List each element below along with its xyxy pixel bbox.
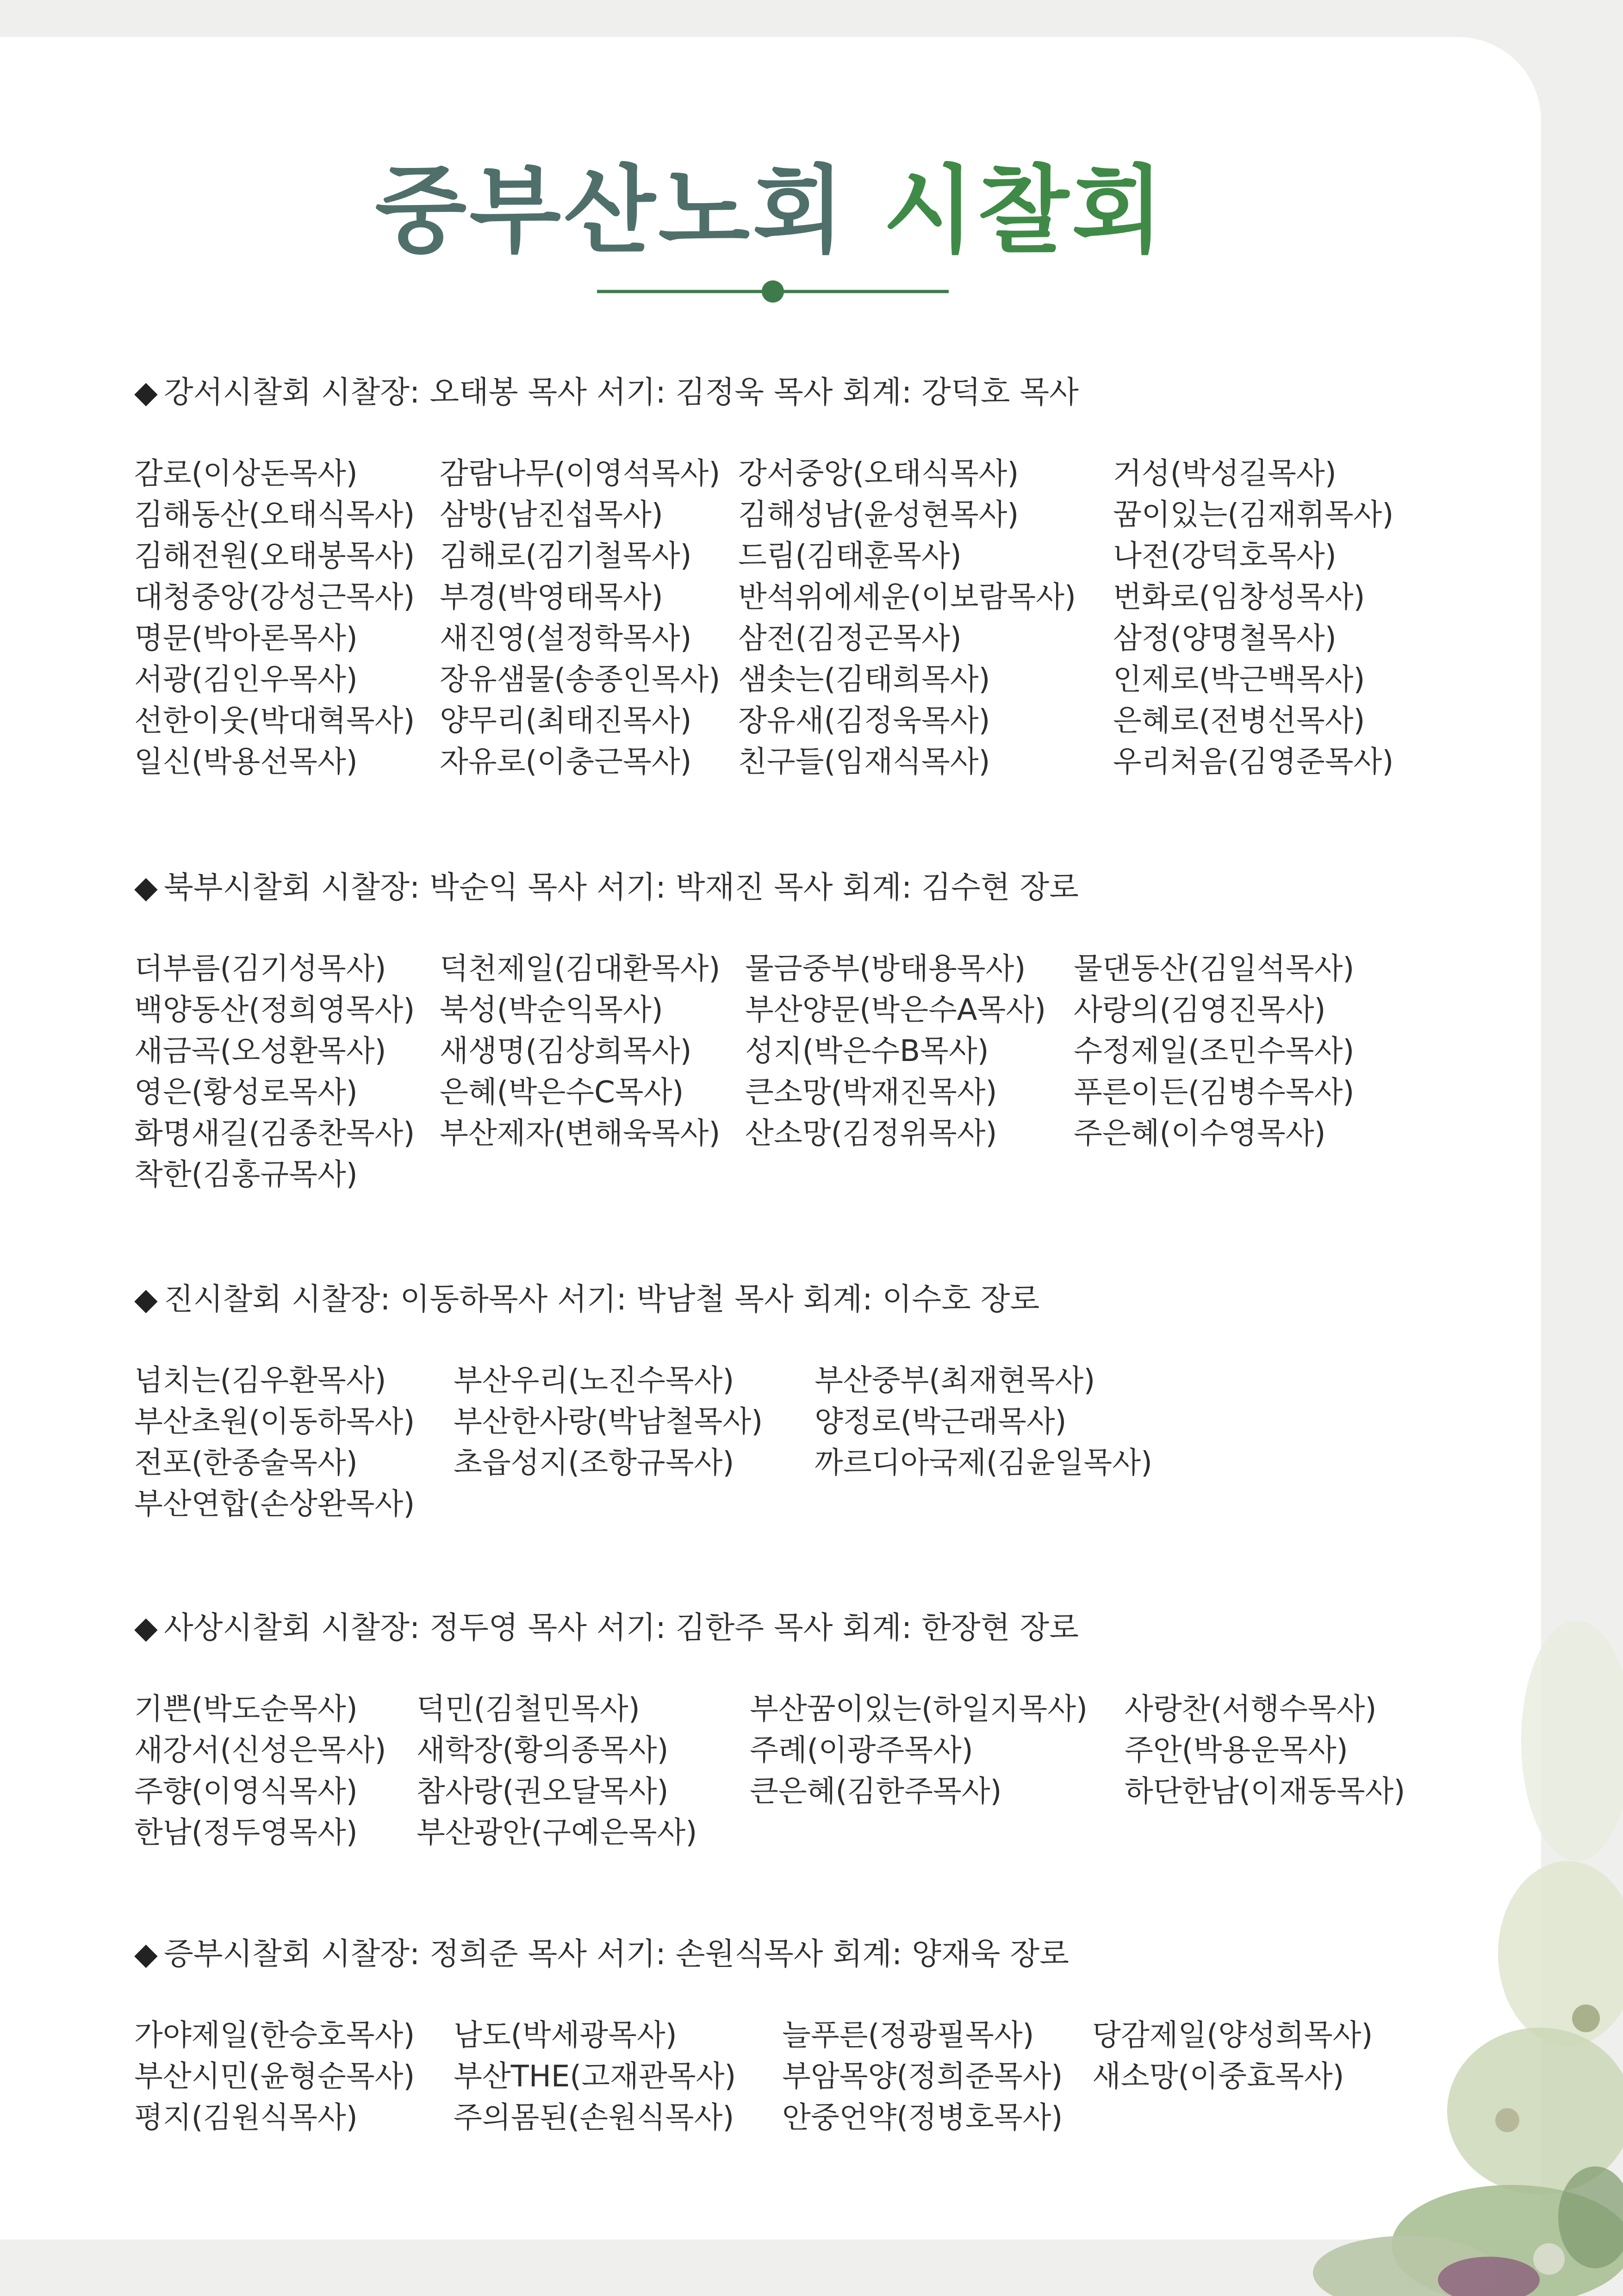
church-entry: 인제로(박근백목사) [1113, 663, 1365, 697]
church-entry: 양정로(박근래목사) [815, 1405, 1067, 1439]
section-heading [134, 370, 1504, 414]
diamond-bullet-icon: ◆ [134, 869, 158, 905]
church-entry: 부경(박영태목사) [440, 580, 663, 614]
church-entry: 자유로(이충근목사) [440, 745, 692, 779]
church-entry: 당감제일(양성희목사) [1092, 2018, 1373, 2053]
church-entry: 물댄동산(김일석목사) [1074, 952, 1355, 986]
church-entry: 삼방(남진섭목사) [440, 498, 663, 532]
church-entry: 덕민(김철민목사) [417, 1692, 640, 1726]
church-entry: 물금중부(방태용목사) [745, 952, 1026, 986]
diamond-bullet-icon: ◆ [134, 374, 158, 410]
church-entry: 부산양문(박은수A목사) [745, 993, 1046, 1027]
church-entry: 주은혜(이수영목사) [1074, 1117, 1326, 1151]
church-entry: 거성(박성길목사) [1113, 457, 1337, 491]
title-divider [597, 278, 949, 305]
church-entry: 주의몸된(손원식목사) [454, 2101, 734, 2135]
church-entry: 늘푸른(정광필목사) [782, 2018, 1034, 2053]
church-entry: 부산한사랑(박남철목사) [454, 1405, 763, 1439]
section-heading-text: 진시찰회 시찰장: 이동하목사 서기: 박남철 목사 회계: 이수호 장로 [164, 1281, 1040, 1317]
church-entry: 부산THE(고재관목사) [454, 2060, 736, 2094]
church-entry: 강서중앙(오태식목사) [738, 457, 1019, 491]
diamond-bullet-icon: ◆ [134, 1281, 158, 1317]
church-entry: 드림(김태훈목사) [738, 539, 962, 573]
church-entry: 주례(이광주목사) [750, 1733, 973, 1768]
section-heading [134, 865, 1504, 909]
diamond-bullet-icon: ◆ [134, 1936, 158, 1972]
church-entry: 김해성남(윤성현목사) [738, 498, 1019, 532]
church-entry: 참사랑(권오달목사) [417, 1775, 669, 1809]
church-entry: 덕천제일(김대환목사) [440, 952, 721, 986]
church-entry: 수정제일(조민수목사) [1074, 1034, 1355, 1068]
section-heading [134, 1277, 1504, 1321]
church-entry: 장유샘물(송종인목사) [440, 663, 721, 697]
section-sasang [134, 1606, 1504, 1854]
church-entry: 나전(강덕호목사) [1113, 539, 1337, 573]
church-entry: 초읍성지(조항규목사) [454, 1446, 734, 1480]
church-entry: 감람나무(이영석목사) [440, 457, 721, 491]
church-entry: 선한이웃(박대혁목사) [134, 704, 415, 738]
church-entry: 새생명(김상희목사) [440, 1034, 692, 1068]
church-entry: 부산연합(손상완목사) [134, 1487, 415, 1521]
church-entry: 번화로(임창성목사) [1113, 580, 1365, 614]
church-entry: 부산제자(변해욱목사) [440, 1117, 721, 1151]
church-entry: 큰은혜(김한주목사) [750, 1775, 1002, 1809]
church-entry: 은혜로(전병선목사) [1113, 704, 1365, 738]
church-entry: 착한(김홍규목사) [134, 1158, 358, 1192]
page-title [0, 134, 1541, 271]
church-entry: 가야제일(한승호목사) [134, 2018, 415, 2053]
church-entry: 주안(박용운목사) [1125, 1733, 1348, 1768]
church-entry: 안중언약(정병호목사) [782, 2101, 1063, 2135]
title-main: 중부산노회 [375, 156, 847, 266]
church-entry: 부산중부(최재현목사) [815, 1364, 1095, 1398]
church-entry: 양무리(최태진목사) [440, 704, 692, 738]
church-entry: 김해로(김기철목사) [440, 539, 692, 573]
church-entry: 주향(이영식목사) [134, 1775, 358, 1809]
diamond-bullet-icon: ◆ [134, 1610, 158, 1645]
church-entry: 부암목양(정희준목사) [782, 2060, 1063, 2094]
church-entry: 북성(박순익목사) [440, 993, 663, 1027]
church-entry: 부산광안(구예은목사) [417, 1816, 697, 1850]
church-entry: 서광(김인우목사) [134, 663, 358, 697]
section-bukbu [134, 865, 1504, 1196]
church-entry: 푸른이든(김병수목사) [1074, 1075, 1355, 1110]
church-entry: 부산초원(이동하목사) [134, 1405, 415, 1439]
church-entry: 넘치는(김우환목사) [134, 1364, 386, 1398]
church-entry: 까르디아국제(김윤일목사) [815, 1446, 1153, 1480]
church-entry: 남도(박세광목사) [454, 2018, 677, 2053]
church-entry: 샘솟는(김태희목사) [738, 663, 990, 697]
church-entry: 한남(정두영목사) [134, 1816, 358, 1850]
church-entry: 친구들(임재식목사) [738, 745, 990, 779]
section-jin [134, 1277, 1504, 1525]
section-jeungbu [134, 1932, 1504, 2139]
church-entry: 새강서(신성은목사) [134, 1733, 386, 1768]
church-entry: 일신(박용선목사) [134, 745, 358, 779]
church-entry: 백양동산(정희영목사) [134, 993, 415, 1027]
title-accent: 시찰회 [883, 156, 1166, 266]
church-entry: 삼전(김정곤목사) [738, 621, 962, 656]
church-entry: 꿈이있는(김재휘목사) [1113, 498, 1394, 532]
church-entry: 사랑찬(서행수목사) [1125, 1692, 1377, 1726]
church-entry: 우리처음(김영준목사) [1113, 745, 1394, 779]
section-heading-text: 강서시찰회 시찰장: 오태봉 목사 서기: 김정욱 목사 회계: 강덕호 목사 [164, 374, 1079, 410]
church-entry: 성지(박은수B목사) [745, 1034, 989, 1068]
section-heading [134, 1932, 1504, 1976]
church-entry: 새금곡(오성환목사) [134, 1034, 386, 1068]
church-entry: 김해동산(오태식목사) [134, 498, 415, 532]
church-entry: 기쁜(박도순목사) [134, 1692, 358, 1726]
section-gangseo [134, 370, 1504, 783]
church-entry: 은혜(박은수C목사) [440, 1075, 684, 1110]
church-entry: 부산꿈이있는(하일지목사) [750, 1692, 1088, 1726]
church-entry: 김해전원(오태봉목사) [134, 539, 415, 573]
church-entry: 큰소망(박재진목사) [745, 1075, 997, 1110]
church-entry: 부산시민(윤형순목사) [134, 2060, 415, 2094]
church-entry: 명문(박아론목사) [134, 621, 358, 656]
church-entry: 반석위에세운(이보람목사) [738, 580, 1076, 614]
church-entry: 부산우리(노진수목사) [454, 1364, 734, 1398]
church-entry: 새진영(설정학목사) [440, 621, 692, 656]
church-entry: 전포(한종술목사) [134, 1446, 358, 1480]
church-entry: 사랑의(김영진목사) [1074, 993, 1326, 1027]
church-entry: 새학장(황의종목사) [417, 1733, 669, 1768]
church-entry: 산소망(김정위목사) [745, 1117, 997, 1151]
church-entry: 감로(이상돈목사) [134, 457, 358, 491]
church-entry: 대청중앙(강성근목사) [134, 580, 415, 614]
church-entry: 영은(황성로목사) [134, 1075, 358, 1110]
church-entry: 더부름(김기성목사) [134, 952, 386, 986]
section-heading [134, 1606, 1504, 1650]
section-heading-text: 증부시찰회 시찰장: 정희준 목사 서기: 손원식목사 회계: 양재욱 장로 [164, 1936, 1069, 1972]
church-entry: 화명새길(김종찬목사) [134, 1117, 415, 1151]
section-heading-text: 사상시찰회 시찰장: 정두영 목사 서기: 김한주 목사 회계: 한장현 장로 [164, 1610, 1079, 1645]
section-heading-text: 북부시찰회 시찰장: 박순익 목사 서기: 박재진 목사 회계: 김수현 장로 [164, 869, 1079, 905]
church-entry: 장유새(김정욱목사) [738, 704, 990, 738]
church-entry: 평지(김원식목사) [134, 2101, 358, 2135]
church-entry: 새소망(이중효목사) [1092, 2060, 1344, 2094]
church-entry: 하단한남(이재동목사) [1125, 1775, 1405, 1809]
church-entry: 삼정(양명철목사) [1113, 621, 1337, 656]
